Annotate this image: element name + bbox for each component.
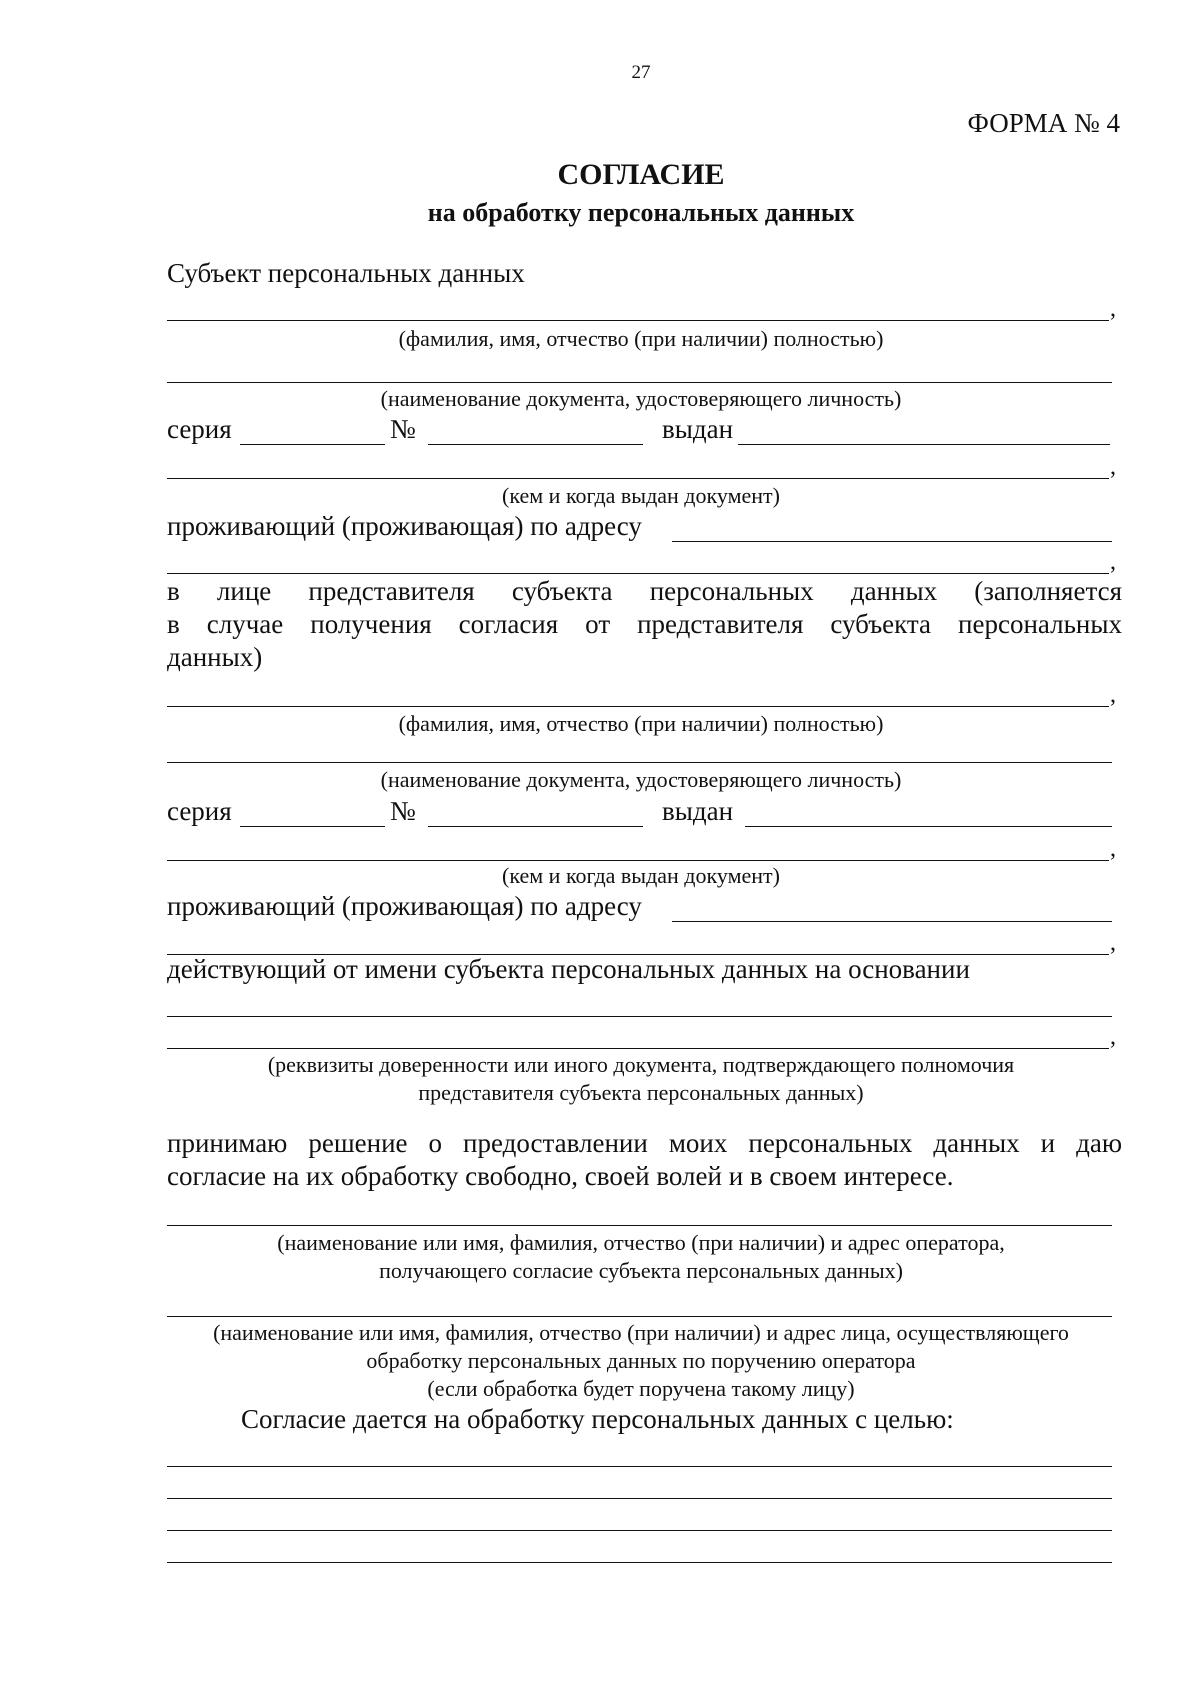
- processor-field[interactable]: [167, 1316, 1112, 1317]
- rep-address-field[interactable]: [672, 921, 1112, 922]
- comma: ,: [1110, 682, 1116, 708]
- id-doc-caption: (наименование документа, удостоверяющего личность): [380, 767, 902, 792]
- series-label: серия: [167, 414, 232, 444]
- operator-caption-line1: (наименование или имя, фамилия, отчество (при наличии) и адрес оператора,: [277, 1230, 1005, 1255]
- number-label: №: [390, 414, 416, 444]
- representative-para-line1: в лице представителя субъекта персональных данных (заполняется: [167, 576, 1122, 606]
- processor-caption-line3: (если обработка будет поручена такому лицу): [427, 1376, 855, 1401]
- comma: ,: [1110, 549, 1116, 575]
- issued-by-caption: (кем и когда выдан документ): [502, 863, 780, 888]
- decision-para-line2: согласие на их обработку свободно, своей волей и в своем интересе.: [167, 1161, 954, 1191]
- acting-label: действующий от имени субъекта персональных данных на основании: [167, 954, 970, 984]
- comma: ,: [1110, 454, 1116, 480]
- issued-label: выдан: [662, 796, 734, 826]
- page-number: 27: [631, 62, 651, 83]
- rep-issued-field[interactable]: [745, 826, 1112, 827]
- purpose-field-3[interactable]: [167, 1530, 1112, 1531]
- fio-caption: (фамилия, имя, отчество (при наличии) полностью): [398, 711, 884, 736]
- purpose-field-2[interactable]: [167, 1498, 1112, 1499]
- comma: ,: [1110, 1024, 1116, 1050]
- subject-fio-field[interactable]: [167, 320, 1109, 321]
- operator-field[interactable]: [167, 1225, 1112, 1226]
- comma: ,: [1110, 836, 1116, 862]
- comma: ,: [1110, 930, 1116, 956]
- subject-issued-field[interactable]: [738, 444, 1110, 445]
- subject-number-field[interactable]: [428, 444, 643, 445]
- poa-field-2[interactable]: [167, 1048, 1109, 1049]
- form-label: ФОРМА № 4: [967, 108, 1120, 138]
- rep-fio-field[interactable]: [167, 706, 1109, 707]
- poa-caption-line1: (реквизиты доверенности или иного документа, подтверждающего полномочия: [267, 1052, 1015, 1077]
- rep-number-field[interactable]: [428, 826, 643, 827]
- document-title: СОГЛАСИЕ: [557, 158, 725, 191]
- series-label: серия: [167, 796, 232, 826]
- subject-id-doc-field[interactable]: [167, 382, 1112, 383]
- residing-label: проживающий (проживающая) по адресу: [167, 891, 642, 921]
- poa-caption-line2: представителя субъекта персональных данных): [418, 1080, 864, 1105]
- rep-series-field[interactable]: [240, 826, 385, 827]
- poa-field[interactable]: [167, 1016, 1112, 1017]
- subject-series-field[interactable]: [240, 444, 385, 445]
- representative-para-line2: в случае получения согласия от представителя субъекта персональных: [167, 609, 1122, 639]
- subject-label: Субъект персональных данных: [167, 258, 525, 288]
- operator-caption-line2: получающего согласие субъекта персональных данных): [379, 1258, 903, 1283]
- purpose-field-4[interactable]: [167, 1562, 1112, 1563]
- representative-para-line3: данных): [167, 642, 263, 672]
- rep-issued-by-field[interactable]: [167, 860, 1109, 861]
- purpose-label: Согласие дается на обработку персональных данных с целью:: [241, 1404, 954, 1434]
- subject-issued-by-field[interactable]: [167, 478, 1109, 479]
- comma: ,: [1110, 296, 1116, 322]
- number-label: №: [390, 796, 416, 826]
- document-subtitle: на обработку персональных данных: [427, 198, 855, 227]
- decision-para-line1: принимаю решение о предоставлении моих персональных данных и даю: [167, 1128, 1122, 1158]
- purpose-field-1[interactable]: [167, 1466, 1112, 1467]
- processor-caption-line2: обработку персональных данных по поручению оператора: [366, 1348, 916, 1373]
- subject-address-field[interactable]: [672, 541, 1112, 542]
- id-doc-caption: (наименование документа, удостоверяющего личность): [380, 386, 902, 411]
- issued-label: выдан: [662, 414, 734, 444]
- processor-caption-line1: (наименование или имя, фамилия, отчество (при наличии) и адрес лица, осуществляющего: [213, 1320, 1069, 1345]
- fio-caption: (фамилия, имя, отчество (при наличии) полностью): [398, 326, 884, 351]
- rep-id-doc-field[interactable]: [167, 762, 1112, 763]
- subject-address-field-2[interactable]: [167, 573, 1109, 574]
- issued-by-caption: (кем и когда выдан документ): [502, 483, 780, 508]
- residing-label: проживающий (проживающая) по адресу: [167, 511, 642, 541]
